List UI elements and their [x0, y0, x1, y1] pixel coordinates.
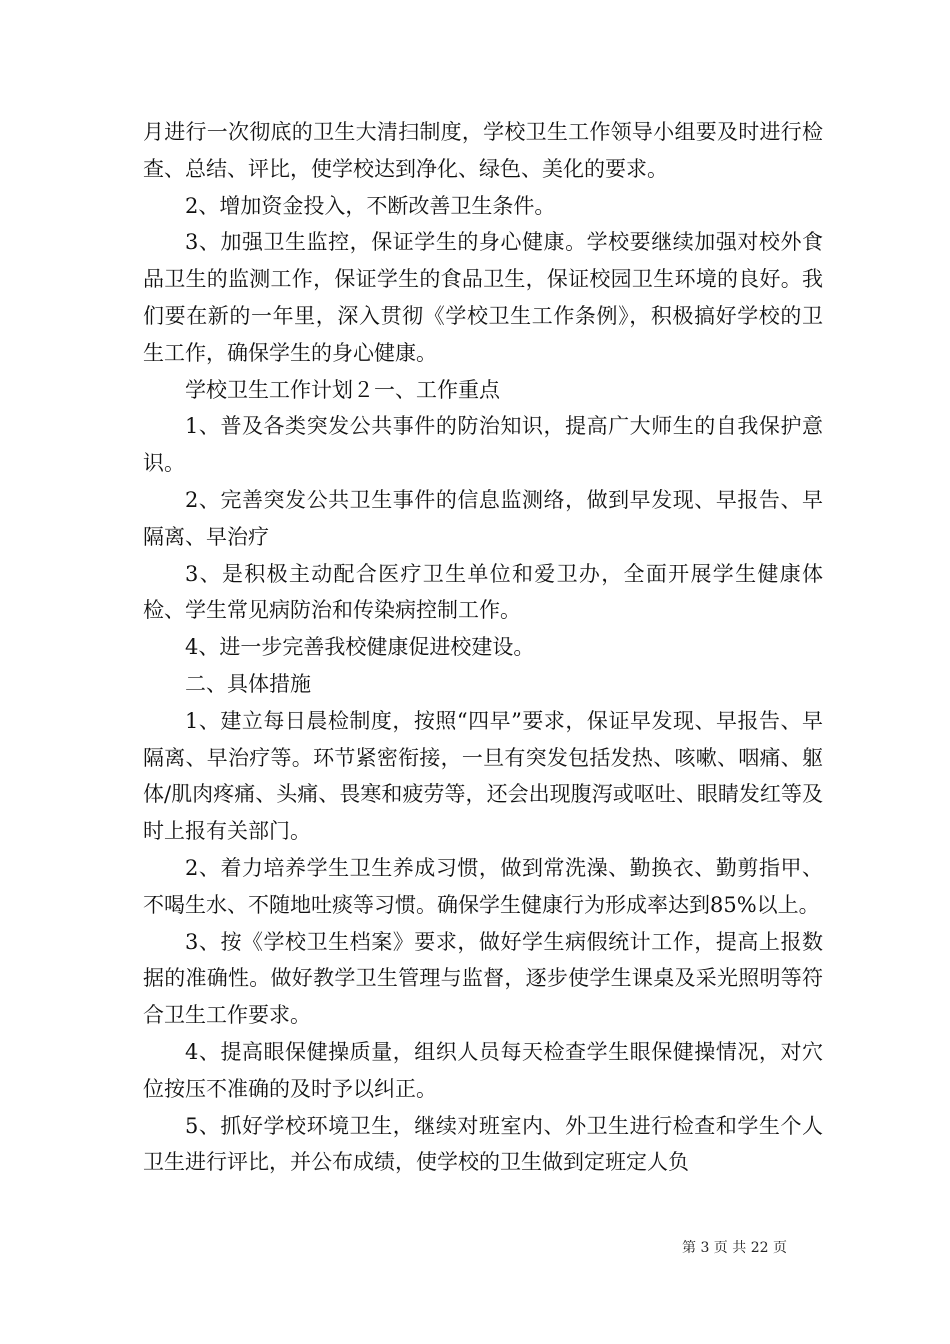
page-number-footer: 第 3 页 共 22 页	[682, 1240, 787, 1256]
paragraph-item-health-records: 3、按《学校卫生档案》要求，做好学生病假统计工作，提高上报数据的准确性。做好教学卫生管理与监督，逐步使学生课桌及采光照明等符合卫生工作要求。	[143, 929, 823, 1028]
paragraph-item-prevention: 1、普及各类突发公共事件的防治知识，提高广大师生的自我保护意识。	[143, 414, 823, 476]
paragraph-continuation: 月进行一次彻底的卫生大清扫制度，学校卫生工作领导小组要及时进行检查、总结、评比，使学校达到净化、绿色、美化的要求。	[143, 120, 823, 181]
document-body	[143, 114, 823, 1181]
paragraph-item-eye-exercise: 4、提高眼保健操质量，组织人员每天检查学生眼保健操情况，对穴位按压不准确的及时予以纠正。	[143, 1039, 823, 1101]
section-heading-plan-2: 学校卫生工作计划２一、工作重点	[185, 377, 500, 402]
paragraph-item-environment: 5、抓好学校环境卫生，继续对班室内、外卫生进行检查和学生个人卫生进行评比，并公布成绩，使学校的卫生做到定班定人负	[143, 1113, 823, 1175]
paragraph-item-morning-check: 1、建立每日晨检制度，按照“四早”要求，保证早发现、早报告、早隔离、早治疗等。环节紧密衔接，一旦有突发包括发热、咳嗽、咽痛、躯体/肌肉疼痛、头痛、畏寒和疲劳等，还会出现腹泻或呕吐、眼睛发红等及时上报有关部门。	[143, 708, 823, 844]
paragraph-item-monitoring: 3、加强卫生监控，保证学生的身心健康。学校要继续加强对校外食品卫生的监测工作，保证学生的食品卫生，保证校园卫生环境的良好。我们要在新的一年里，深入贯彻《学校卫生工作条例》，积极搞好学校的卫生工作，确保学生的身心健康。	[143, 230, 823, 365]
section-heading-measures: 二、具体措施	[185, 671, 311, 696]
paragraph-item-health-school: 4、进一步完善我校健康促进校建设。	[185, 635, 535, 660]
paragraph-item-funding: 2、增加资金投入，不断改善卫生条件。	[185, 193, 556, 218]
paragraph-item-info-network: 2、完善突发公共卫生事件的信息监测络，做到早发现、早报告、早隔离、早治疗	[143, 487, 823, 549]
paragraph-item-hygiene-habits: 2、着力培养学生卫生养成习惯，做到常洗澡、勤换衣、勤剪指甲、不喝生水、不随地吐痰等习惯。确保学生健康行为形成率达到85%以上。	[143, 855, 823, 917]
paragraph-item-health-check: 3、是积极主动配合医疗卫生单位和爱卫办，全面开展学生健康体检、学生常见病防治和传染病控制工作。	[143, 561, 823, 623]
